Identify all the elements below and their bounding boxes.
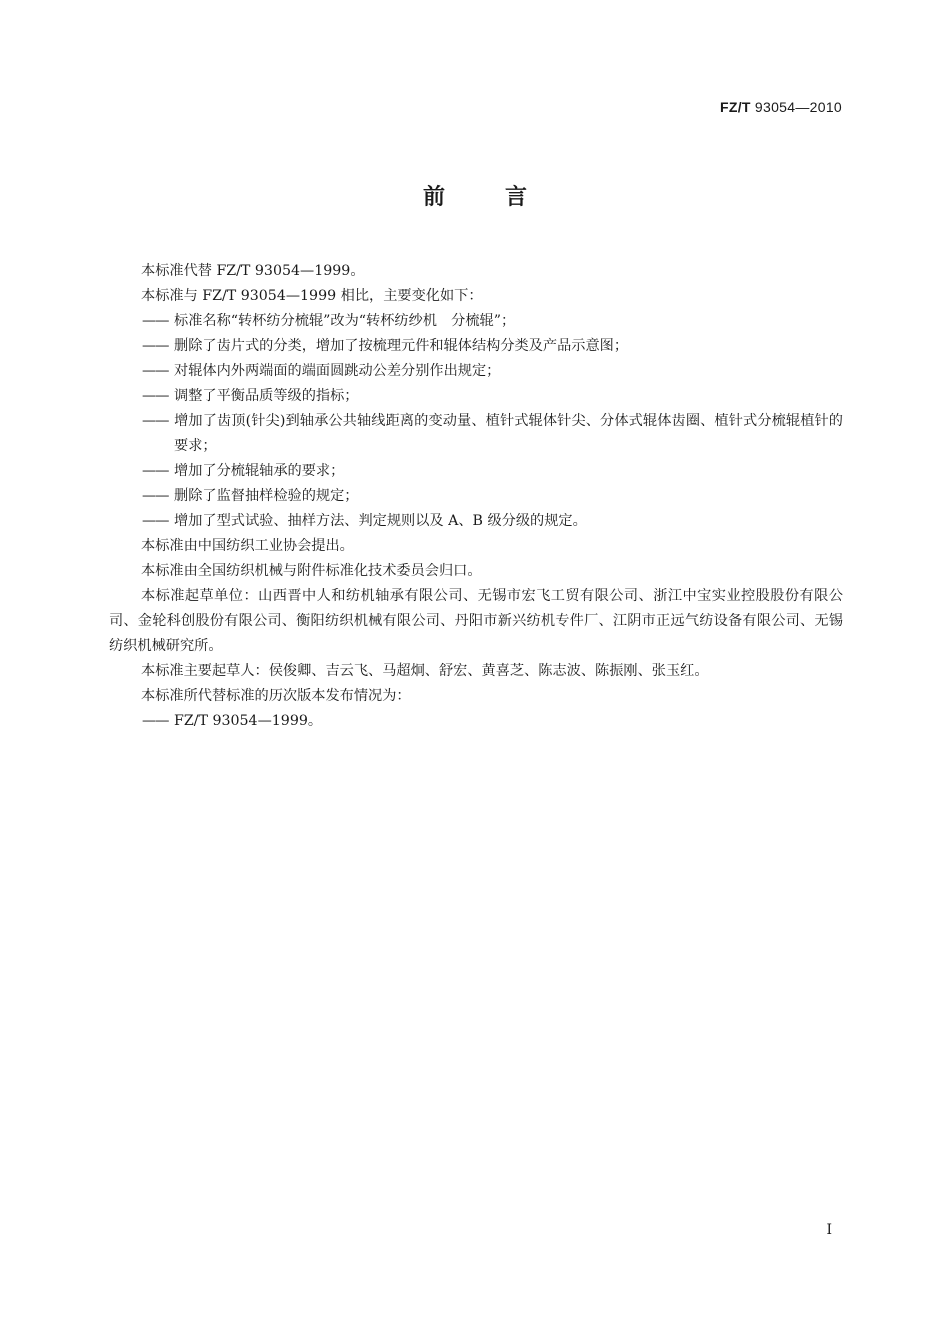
change-item <box>109 384 843 409</box>
change-item <box>109 459 843 484</box>
change-item-text: 对辊体内外两端面的端面圆跳动公差分别作出规定； <box>174 363 501 379</box>
standard-code-number: 93054—2010 <box>750 99 842 115</box>
page-title: 前言 <box>422 185 587 210</box>
dash-marker: —— <box>142 313 169 329</box>
dash-marker: —— <box>142 388 169 404</box>
dash-marker: —— <box>142 488 169 504</box>
change-item <box>109 509 843 534</box>
dash-marker: —— <box>142 363 169 379</box>
foreword-body <box>109 259 843 734</box>
dash-marker: —— <box>142 513 169 529</box>
change-item-text: 调整了平衡品质等级的指标； <box>174 388 359 404</box>
drafting-units: 本标准起草单位：山西晋中人和纺机轴承有限公司、无锡市宏飞工贸有限公司、浙江中宝实业控股股份有限公司、金轮科创股份有限公司、衡阳纺织机械有限公司、丹阳市新兴纺机专件厂、江阴市正远气纺设备有限公司、无锡纺织机械研究所。 <box>109 588 843 654</box>
change-item <box>109 409 843 459</box>
standard-code-header <box>720 99 842 115</box>
change-item-text: 增加了齿顶(针尖)到轴承公共轴线距离的变动量、植针式辊体针尖、分体式辊体齿圈、植针式分梳辊植针的要求； <box>174 413 843 454</box>
change-item-text: 删除了齿片式的分类，增加了按梳理元件和辊体结构分类及产品示意图； <box>174 338 629 354</box>
dash-marker: —— <box>142 338 169 354</box>
change-item <box>109 334 843 359</box>
change-item <box>109 359 843 384</box>
history-intro: 本标准所代替标准的历次版本发布情况为： <box>141 688 411 704</box>
dash-marker: —— <box>142 413 169 429</box>
dash-marker: —— <box>142 713 169 729</box>
standard-code-prefix: FZ/T <box>719 99 751 115</box>
change-item <box>109 484 843 509</box>
change-item <box>109 309 843 334</box>
change-item-text: 增加了分梳辊轴承的要求； <box>174 463 345 479</box>
dash-marker: —— <box>142 463 169 479</box>
change-item-text: 删除了监督抽样检验的规定； <box>174 488 359 504</box>
history-item-text: FZ/T 93054—1999。 <box>174 713 323 729</box>
replacement-statement: 本标准代替 FZ/T 93054—1999。 <box>141 263 365 279</box>
committee-statement: 本标准由全国纺织机械与附件标准化技术委员会归口。 <box>141 563 482 579</box>
page-number: I <box>826 1222 832 1238</box>
changes-intro: 本标准与 FZ/T 93054—1999 相比，主要变化如下： <box>141 288 483 304</box>
history-item <box>109 709 843 734</box>
change-item-text: 标准名称“转杯纺分梳辊”改为“转杯纺纱机 分梳辊”； <box>174 313 516 329</box>
drafters: 本标准主要起草人：侯俊卿、吉云飞、马超炯、舒宏、黄喜芝、陈志波、陈振刚、张玉红。 <box>141 663 709 679</box>
proposer-statement: 本标准由中国纺织工业协会提出。 <box>141 538 354 554</box>
change-item-text: 增加了型式试验、抽样方法、判定规则以及 A、B 级分级的规定。 <box>174 513 587 529</box>
